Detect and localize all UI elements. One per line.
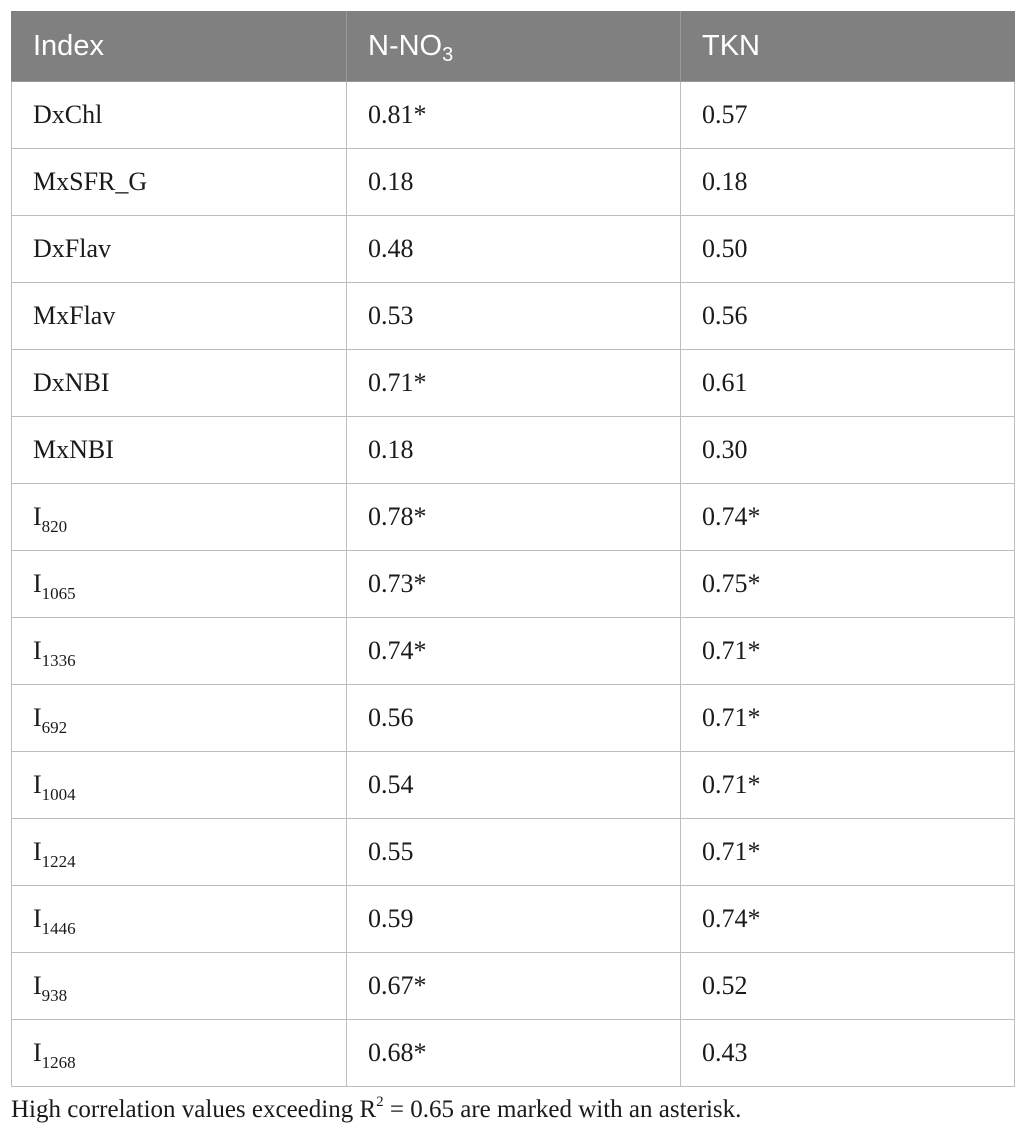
cell-index: $I_{1268}$: [12, 1020, 347, 1087]
cell-n-no3: 0.73*: [347, 551, 681, 618]
cell-index: $I_{692}$: [12, 685, 347, 752]
cell-tkn: 0.30: [681, 417, 1015, 484]
cell-n-no3: 0.18: [347, 149, 681, 216]
cell-index: MxSFR_G: [12, 149, 347, 216]
table-row: [12, 417, 1015, 484]
cell-tkn: 0.50: [681, 216, 1015, 283]
cell-n-no3: 0.67*: [347, 953, 681, 1020]
cell-tkn: 0.71*: [681, 685, 1015, 752]
cell-index: DxFlav: [12, 216, 347, 283]
cell-tkn: 0.74*: [681, 484, 1015, 551]
cell-tkn: 0.75*: [681, 551, 1015, 618]
cell-n-no3: 0.71*: [347, 350, 681, 417]
table-row: [12, 752, 1015, 819]
table-row: [12, 149, 1015, 216]
table-header: [12, 11, 1015, 82]
cell-n-no3: 0.56: [347, 685, 681, 752]
header-index: Index: [12, 11, 347, 82]
cell-index: MxFlav: [12, 283, 347, 350]
cell-n-no3: 0.18: [347, 417, 681, 484]
cell-tkn: 0.18: [681, 149, 1015, 216]
cell-index: DxChl: [12, 82, 347, 149]
cell-tkn: 0.71*: [681, 819, 1015, 886]
cell-tkn: 0.71*: [681, 752, 1015, 819]
table-footnote: High correlation values exceeding $R^2 = 0.65$ are marked with an asterisk.: [11, 1094, 742, 1123]
table-body: [12, 82, 1015, 1087]
cell-tkn: 0.52: [681, 953, 1015, 1020]
cell-index: $I_{820}$: [12, 484, 347, 551]
cell-index: $I_{938}$: [12, 953, 347, 1020]
cell-index: DxNBI: [12, 350, 347, 417]
cell-index: $I_{1004}$: [12, 752, 347, 819]
table-row: [12, 618, 1015, 685]
cell-n-no3: 0.78*: [347, 484, 681, 551]
cell-n-no3: 0.54: [347, 752, 681, 819]
table-row: [12, 819, 1015, 886]
cell-tkn: 0.57: [681, 82, 1015, 149]
cell-tkn: 0.56: [681, 283, 1015, 350]
header-n-no3: $N-NO_3$: [347, 11, 681, 82]
table-row: [12, 1020, 1015, 1087]
cell-index: MxNBI: [12, 417, 347, 484]
table-row: [12, 484, 1015, 551]
cell-tkn: 0.71*: [681, 618, 1015, 685]
cell-n-no3: 0.59: [347, 886, 681, 953]
cell-index: $I_{1224}$: [12, 819, 347, 886]
cell-n-no3: 0.48: [347, 216, 681, 283]
header-row: [12, 11, 1015, 82]
cell-index: $I_{1065}$: [12, 551, 347, 618]
cell-tkn: 0.43: [681, 1020, 1015, 1087]
cell-index: $I_{1446}$: [12, 886, 347, 953]
cell-n-no3: 0.81*: [347, 82, 681, 149]
cell-n-no3: 0.74*: [347, 618, 681, 685]
header-tkn: TKN: [681, 11, 1015, 82]
cell-tkn: 0.61: [681, 350, 1015, 417]
cell-tkn: 0.74*: [681, 886, 1015, 953]
table-row: [12, 685, 1015, 752]
correlation-table: [11, 11, 1015, 1087]
cell-n-no3: 0.53: [347, 283, 681, 350]
table-row: [12, 953, 1015, 1020]
cell-n-no3: 0.55: [347, 819, 681, 886]
cell-index: $I_{1336}$: [12, 618, 347, 685]
table-row: [12, 216, 1015, 283]
table-row: [12, 283, 1015, 350]
table-row: [12, 350, 1015, 417]
table-row: [12, 886, 1015, 953]
table-row: [12, 551, 1015, 618]
table-row: [12, 82, 1015, 149]
correlation-table-container: [11, 11, 1014, 1087]
cell-n-no3: 0.68*: [347, 1020, 681, 1087]
